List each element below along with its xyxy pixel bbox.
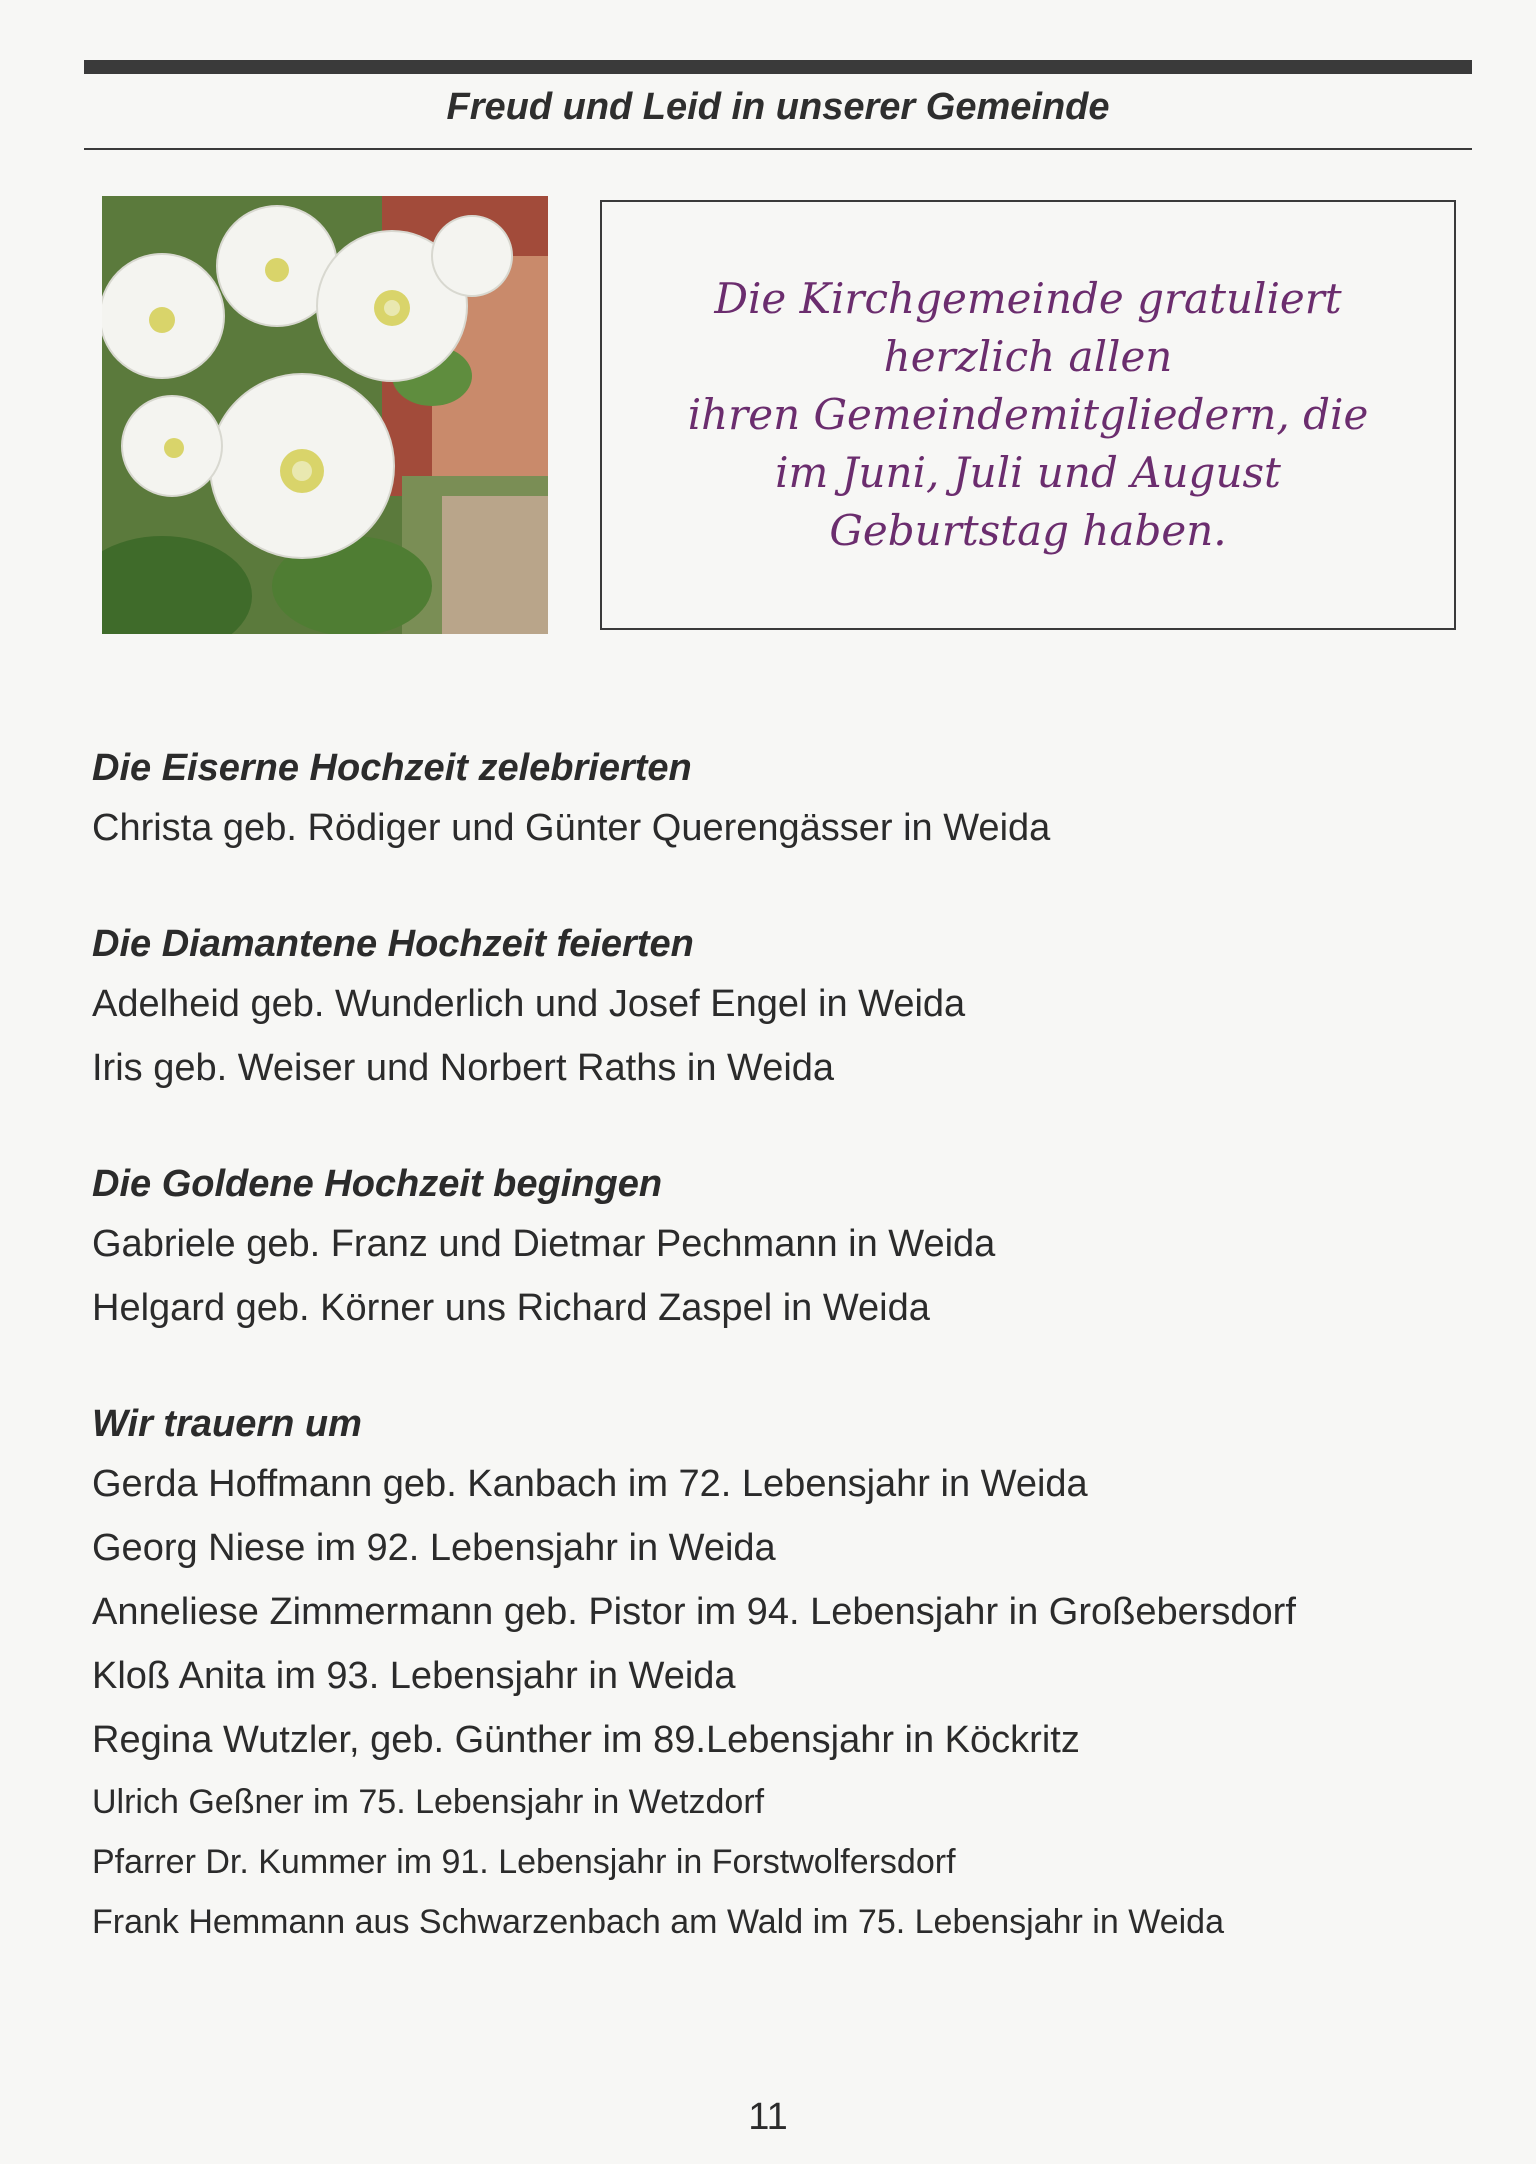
section-iron-wedding — [92, 740, 1472, 860]
list-item: Frank Hemmann aus Schwarzenbach am Wald im 75. Lebensjahr in Weida — [92, 1903, 1224, 1941]
flower-photo — [102, 196, 548, 634]
announcements — [92, 740, 1472, 2008]
list-item: Adelheid geb. Wunderlich und Josef Engel in Weida — [92, 983, 966, 1025]
list-item: Helgard geb. Körner uns Richard Zaspel in Weida — [92, 1287, 930, 1329]
birthday-greeting-box — [600, 200, 1456, 630]
page-title: Freud und Leid in unserer Gemeinde — [446, 86, 1110, 128]
birthday-greeting — [688, 270, 1369, 560]
section-list — [92, 972, 1472, 1100]
greeting-line: herzlich allen — [883, 332, 1173, 381]
page-number: 11 — [748, 2096, 788, 2138]
list-item: Christa geb. Rödiger und Günter Querengässer in Weida — [92, 807, 1051, 849]
section-list — [92, 1212, 1472, 1340]
section-list — [92, 1452, 1472, 1952]
list-item: Anneliese Zimmermann geb. Pistor im 94. Lebensjahr in Großebersdorf — [92, 1591, 1296, 1633]
header-rule-thin — [84, 148, 1472, 150]
section-heading: Die Eiserne Hochzeit zelebrierten — [92, 747, 692, 789]
greeting-line: ihren Gemeindemitgliedern, die — [687, 390, 1369, 439]
section-golden-wedding — [92, 1156, 1472, 1340]
greeting-line: Geburtstag haben. — [829, 506, 1227, 555]
header-rule-thick — [84, 60, 1472, 74]
list-item: Regina Wutzler, geb. Günther im 89.Lebensjahr in Köckritz — [92, 1719, 1080, 1761]
list-item: Kloß Anita im 93. Lebensjahr in Weida — [92, 1655, 736, 1697]
list-item: Pfarrer Dr. Kummer im 91. Lebensjahr in Forstwolfersdorf — [92, 1843, 956, 1881]
section-heading: Die Goldene Hochzeit begingen — [92, 1163, 663, 1205]
greeting-line: Die Kirchgemeinde gratuliert — [714, 274, 1342, 323]
section-diamond-wedding — [92, 916, 1472, 1100]
list-item: Gabriele geb. Franz und Dietmar Pechmann in Weida — [92, 1223, 996, 1265]
hollyhock-image — [102, 196, 548, 634]
greeting-line: im Juni, Juli und August — [775, 448, 1281, 497]
section-mourning — [92, 1396, 1472, 1952]
list-item: Gerda Hoffmann geb. Kanbach im 72. Lebensjahr in Weida — [92, 1463, 1088, 1505]
section-heading: Die Diamantene Hochzeit feierten — [92, 923, 694, 965]
list-item: Ulrich Geßner im 75. Lebensjahr in Wetzdorf — [92, 1783, 765, 1821]
section-list — [92, 796, 1472, 860]
section-heading: Wir trauern um — [92, 1403, 362, 1445]
list-item: Georg Niese im 92. Lebensjahr in Weida — [92, 1527, 776, 1569]
list-item: Iris geb. Weiser und Norbert Raths in Weida — [92, 1047, 835, 1089]
